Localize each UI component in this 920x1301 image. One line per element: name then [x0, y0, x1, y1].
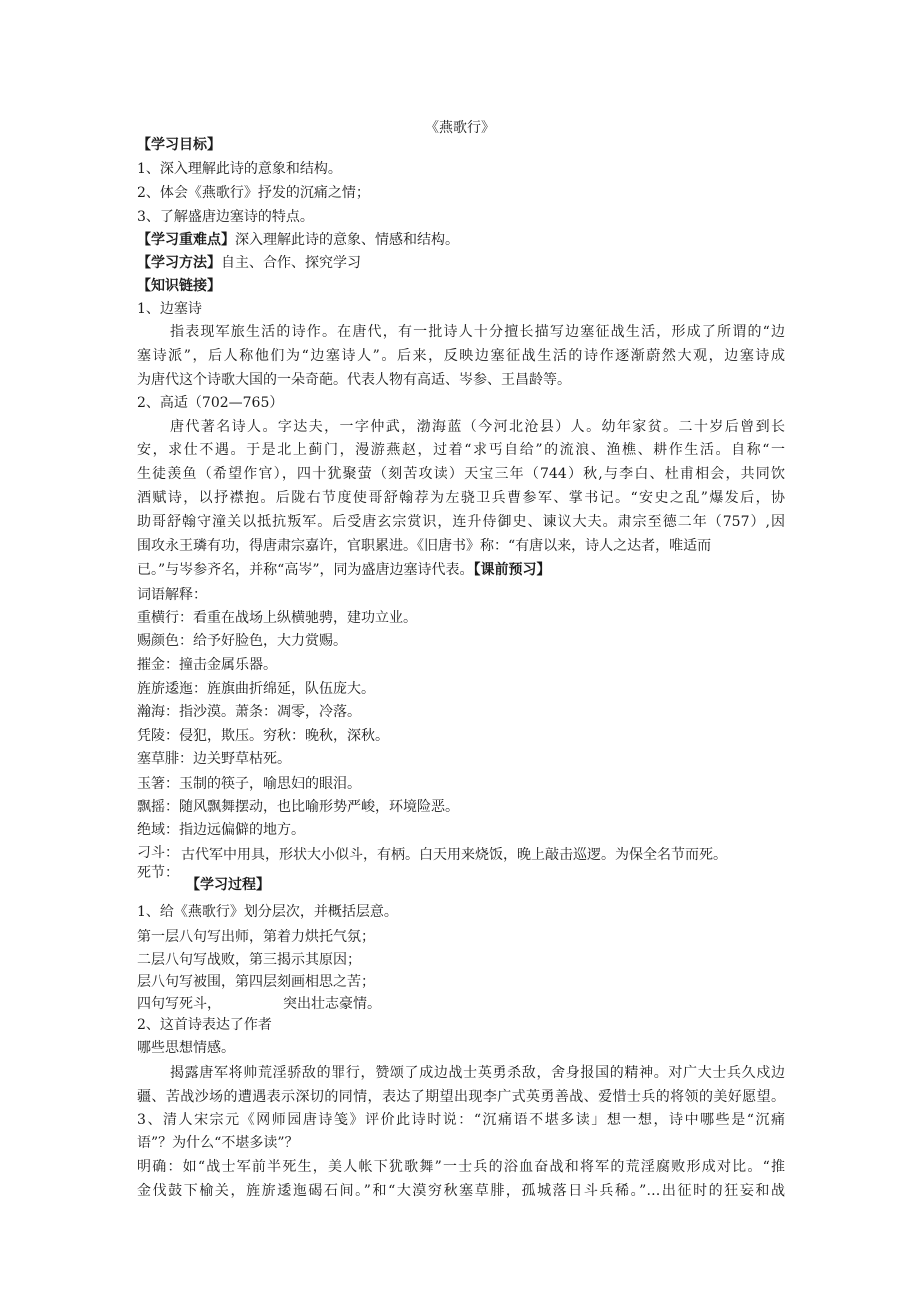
- vocab-term: 刁斗：: [137, 845, 179, 861]
- goal-item: 2、体会《燕歌行》抒发的沉痛之情；: [137, 185, 370, 201]
- paragraph-line: 塞诗派”，后人称他们为“边塞诗人”。后来，反映边塞征战生活的诗作逐渐蔚然大观，边塞诗成: [137, 348, 785, 364]
- method-label: 【学习方法】: [137, 255, 221, 271]
- vocab-item: 飘摇：随风飘舞摆动，也比喻形势严峻，环境险恶。: [137, 799, 459, 815]
- document-title: 《燕歌行》: [425, 120, 495, 136]
- keypoints-line: [137, 231, 459, 249]
- question: 语”？为什么“不堪多读”？: [137, 1135, 299, 1151]
- layer-line: 层八句写被围，第四层刻画相思之苦；: [137, 974, 375, 990]
- knowledge-heading: 【知识链接】: [137, 278, 221, 294]
- paragraph-line: 指表现军旅生活的诗作。在唐代，有一批诗人十分擅长描写边塞征战生活，形成了所谓的“边: [170, 324, 785, 340]
- answer-line: 疆、苦战沙场的遭遇表示深切的同情，表达了期望出现李广式英勇善战、爱惜士兵的将领的美好愿望。: [137, 1089, 785, 1105]
- vocab-item: 摧金：撞击金属乐器。: [137, 657, 277, 673]
- vocab-item: 瀚海：指沙漠。萧条：凋零，冷落。: [137, 704, 361, 720]
- goals-heading: 【学习目标】: [137, 137, 221, 153]
- vocab-item: 塞草腓：边关野草枯死。: [137, 751, 291, 767]
- question: 1、给《燕歌行》划分层次，并概括层意。: [137, 904, 398, 920]
- answer-line: 金伐鼓下榆关，旌旂逶迤碣石间。”和“大漠穷秋塞草腓，孤城落日斗兵稀。”…出征时的狂妄和战: [137, 1183, 785, 1199]
- vocab-item: 赐颜色：给予好脸色，大力赏赐。: [137, 633, 347, 649]
- vocab-item: 旌旂逶迤：旌旗曲折绵延，队伍庞大。: [137, 681, 375, 697]
- vocab-item: 玉箸：玉制的筷子，喻思妇的眼泪。: [137, 776, 361, 792]
- vocab-item: 凭陵：侵犯，欺压。穷秋：晚秋，深秋。: [137, 728, 389, 744]
- paragraph-line: 唐代著名诗人。字达夫，一字仲武，渤海蓝（今河北沧县）人。幼年家贫。二十岁后曾到长: [170, 419, 785, 435]
- knowledge-item-title: 1、边塞诗: [137, 301, 202, 317]
- keypoints-text: 深入理解此诗的意象、情感和结构。: [235, 232, 459, 248]
- vocab-item: 重横行：看重在战场上纵横驰骋，建功立业。: [137, 610, 417, 626]
- paragraph-line: 助哥舒翰守潼关以抵抗叛军。后受唐玄宗赏识，连升侍御史、谏议大夫。肃宗至德二年（757）,因: [137, 514, 785, 530]
- answer-line: 明确：如“战士军前半死生，美人帐下犹歌舞”一士兵的浴血奋战和将军的荒淫腐败形成对比。“推: [137, 1159, 785, 1175]
- paragraph-line: [137, 561, 550, 579]
- paragraph-line: 安，求仕不遇。于是北上蓟门，漫游燕赵，过着“求丐自给”的流浪、渔樵、耕作生活。自称“一: [137, 442, 785, 458]
- method-text: 自主、合作、探究学习: [221, 255, 361, 271]
- layer-line: 突出壮志豪情。: [283, 996, 381, 1012]
- process-heading: 【学习过程】: [186, 877, 270, 893]
- layer-line: 四句写死斗，: [137, 996, 221, 1012]
- question: 3、清人宋宗元《网师园唐诗笺》评价此诗时说：“沉痛语不堪多读」想一想，诗中哪些是“沉痛: [137, 1112, 785, 1128]
- paragraph-text: 已。”与岑参齐名，并称“高岑”，同为盛唐边塞诗代表。: [137, 562, 474, 578]
- paragraph-line: 酒赋诗，以抒襟抱。后陇右节度使哥舒翰荐为左骁卫兵曹参军、掌书记。“安史之乱”爆发后，协: [137, 490, 785, 506]
- paragraph-line: 生徒羡鱼（希望作官），四十犹聚萤（刻苦攻读）天宝三年（744）秋,与李白、杜甫相会，共同饮: [137, 466, 785, 482]
- answer-line: 揭露唐军将帅荒淫骄敌的罪行，赞颂了成边战士英勇杀敌，舍身报国的精神。对广大士兵久戍边: [170, 1065, 785, 1081]
- method-line: [137, 254, 361, 272]
- layer-line: 第一层八句写出师，第着力烘托气氛；: [137, 929, 375, 945]
- keypoints-label: 【学习重难点】: [137, 232, 235, 248]
- vocab-term: 死节：: [137, 865, 179, 881]
- question: 2、这首诗表达了作者: [137, 1017, 272, 1033]
- paragraph-line: 为唐代这个诗歌大国的一朵奇葩。代表人物有高适、岑参、王昌龄等。: [137, 372, 571, 388]
- question: 哪些思想情感。: [137, 1040, 235, 1056]
- layer-line: 二层八句写战败，第三揭示其原因；: [137, 952, 361, 968]
- preview-label: 【课前预习】: [473, 562, 551, 578]
- vocab-item: 绝域：指边远偏僻的地方。: [137, 822, 305, 838]
- knowledge-item-title: 2、高适（702—765）: [137, 395, 284, 411]
- paragraph-line: 围攻永王璘有功，得唐肃宗嘉许，官职累进。《旧唐书》称：“有唐以来，诗人之达者，唯适而: [137, 538, 712, 554]
- vocab-heading: 词语解释：: [137, 587, 207, 603]
- goal-item: 1、深入理解此诗的意象和结构。: [137, 161, 342, 177]
- vocab-definition: 古代军中用具，形状大小似斗，有柄。白天用来烧饭，晚上敲击巡逻。为保全名节而死。: [181, 847, 727, 863]
- goal-item: 3、了解盛唐边塞诗的特点。: [137, 209, 314, 225]
